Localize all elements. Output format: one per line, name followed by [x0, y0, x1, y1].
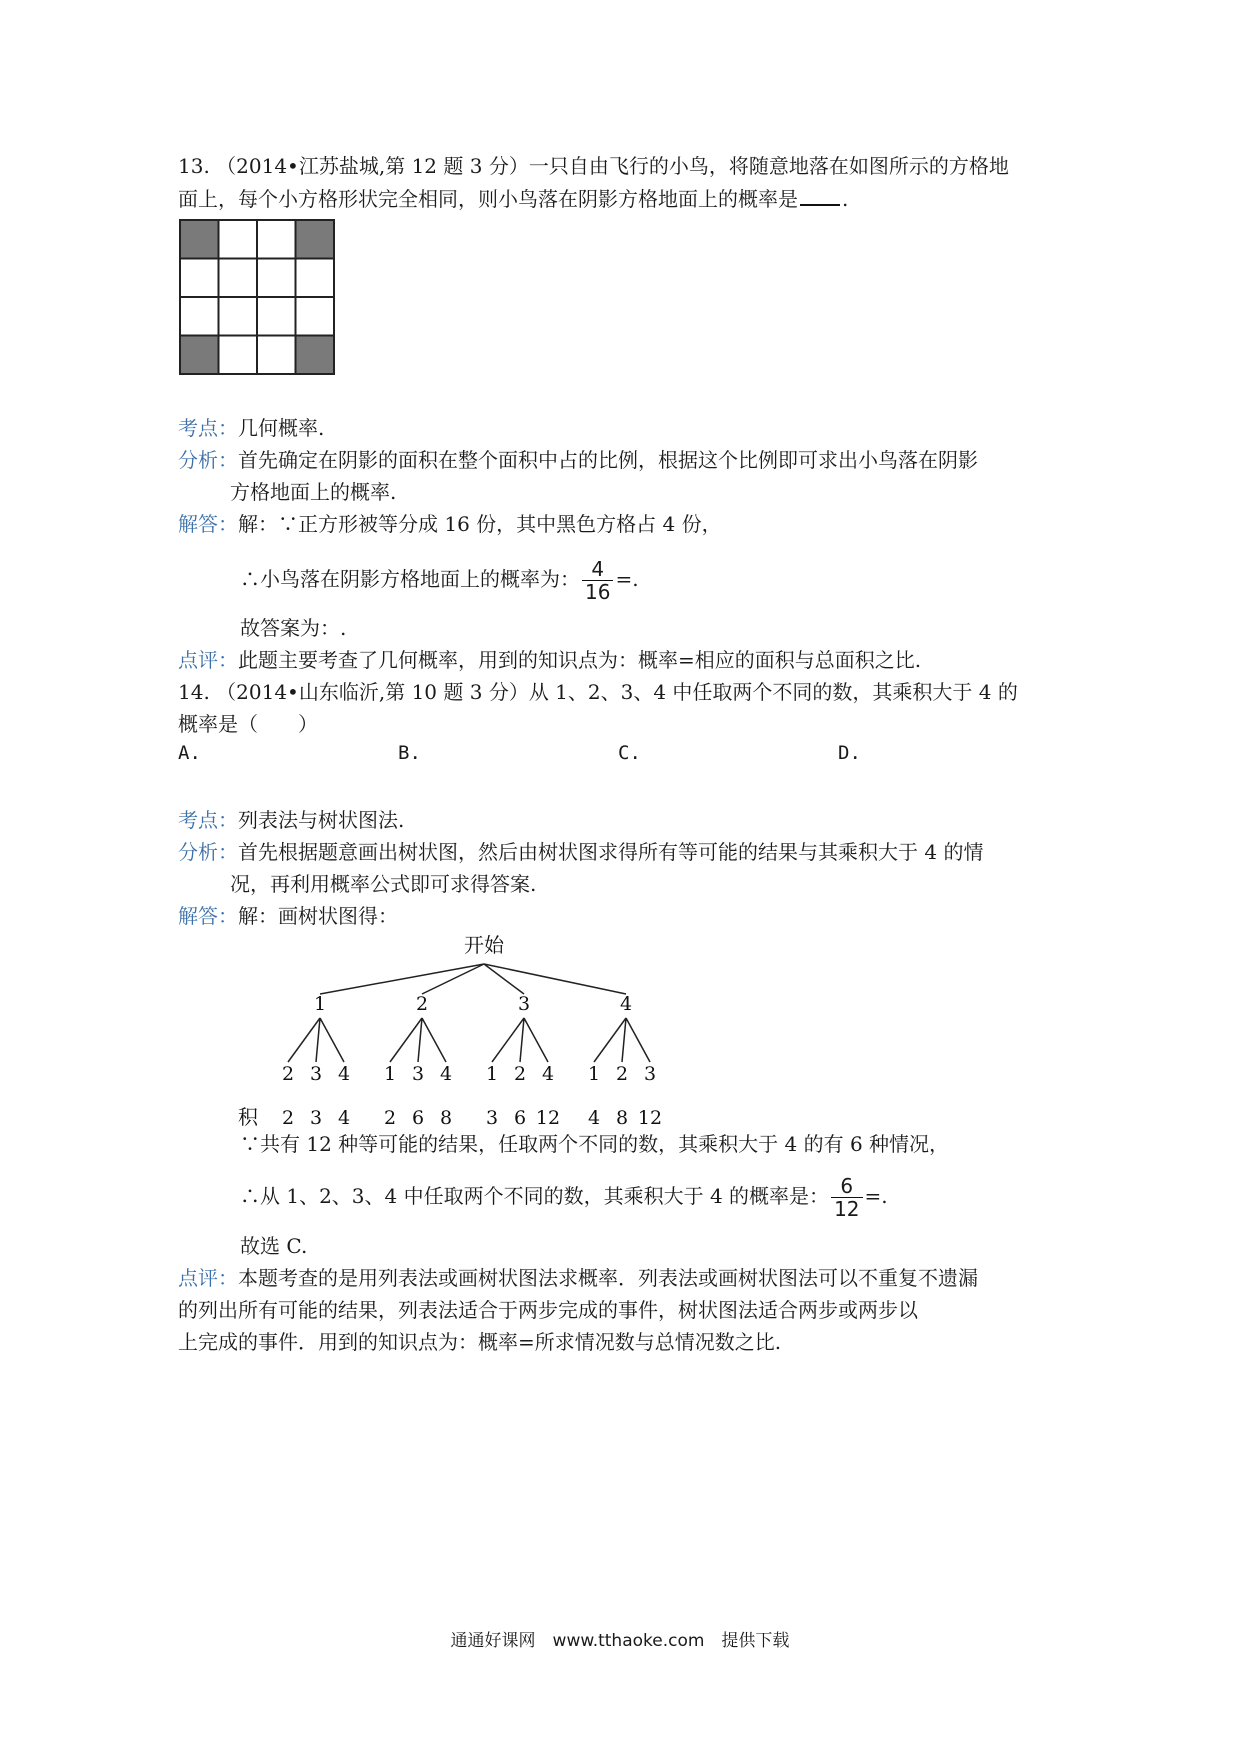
tree-product-value: 8: [439, 1107, 453, 1129]
tree-diagram: [236, 930, 706, 1130]
tree-second-node: 1: [485, 1063, 499, 1085]
tree-product-value: 4: [587, 1107, 601, 1129]
option-b: B.: [398, 742, 421, 764]
shaded-cell: [296, 220, 335, 259]
dianping-text: 此题主要考查了几何概率，用到的知识点为：概率=相应的面积与总面积之比.: [238, 648, 922, 672]
tree-second-node: 4: [439, 1063, 453, 1085]
q14-dianping-line2: 的列出所有可能的结果，列表法适合于两步完成的事件，树状图法适合两步或两步以: [178, 1298, 918, 1322]
q13-fenxi-line2: 方格地面上的概率.: [230, 480, 397, 504]
grid-cell: [219, 297, 258, 336]
grid-cells: [180, 220, 334, 374]
tree-branch: [626, 1018, 650, 1062]
tree-branch: [594, 1018, 626, 1062]
fraction-numerator: 4: [591, 557, 605, 581]
tree-branch: [520, 1018, 524, 1062]
q14-kaodian: [178, 806, 404, 834]
q14-jieda-line4: 故选 C.: [240, 1234, 308, 1258]
tree-second-node: 4: [541, 1063, 555, 1085]
q14-jieda: [178, 902, 398, 930]
tree-product-value: 3: [309, 1107, 323, 1129]
tree-branch: [484, 964, 626, 994]
q14-dianping: [178, 1264, 978, 1292]
tree-branch: [492, 1018, 524, 1062]
kaodian-label: 考点：: [178, 808, 238, 832]
tree-branch: [390, 1018, 422, 1062]
tree-second-node: 4: [337, 1063, 351, 1085]
jieda-text-2-end: =.: [615, 567, 639, 591]
q13-jieda: [178, 510, 722, 538]
q13-stem-line2-end: .: [842, 187, 849, 211]
tree-product-value: 3: [485, 1107, 499, 1129]
option-d: D.: [838, 742, 861, 764]
tree-branch: [320, 1018, 344, 1062]
kaodian-text: 列表法与树状图法.: [238, 808, 405, 832]
tree-product-value: 12: [535, 1107, 561, 1129]
grid-cell: [257, 297, 296, 336]
grid-cell: [257, 336, 296, 375]
jieda-text-2: ∴小鸟落在阴影方格地面上的概率为：: [240, 567, 580, 591]
q14-stem-line1: 14. （2014•山东临沂,第 10 题 3 分）从 1、2、3、4 中任取两个不同的数，其乘积大于 4 的: [178, 680, 1018, 704]
q13-dianping: [178, 646, 921, 674]
jieda-text-1: 解：∵正方形被等分成 16 份，其中黑色方格占 4 份，: [238, 512, 722, 536]
tree-root-label: 开始: [464, 933, 504, 957]
tree-branch: [316, 1018, 320, 1062]
tree-branch: [320, 964, 484, 994]
tree-branch: [524, 1018, 548, 1062]
grid-cell: [180, 259, 219, 298]
q13-kaodian: [178, 414, 324, 442]
fraction-numerator: 6: [840, 1174, 854, 1198]
kaodian-label: 考点：: [178, 416, 238, 440]
tree-lines: [288, 964, 650, 1062]
dianping-label: 点评：: [178, 648, 238, 672]
tree-labels: [238, 933, 662, 1129]
grid-cell: [219, 259, 258, 298]
fenxi-label: 分析：: [178, 840, 238, 864]
shaded-cell: [180, 336, 219, 375]
tree-first-node: 3: [517, 993, 531, 1015]
jieda-text-1: 解：画树状图得：: [238, 904, 398, 928]
tree-second-node: 2: [513, 1063, 527, 1085]
kaodian-text: 几何概率.: [238, 416, 325, 440]
fraction-denominator: 12: [831, 1197, 862, 1220]
grid-cell: [219, 336, 258, 375]
tree-branch: [422, 1018, 446, 1062]
tree-product-value: 2: [383, 1107, 397, 1129]
page-footer: 通通好课网 www.tthaoke.com 提供下载: [450, 1631, 790, 1651]
tree-product-label: 积: [238, 1105, 258, 1129]
q14-jieda-line2: ∵共有 12 种等可能的结果，任取两个不同的数，其乘积大于 4 的有 6 种情况，: [240, 1132, 950, 1156]
tree-product-value: 2: [281, 1107, 295, 1129]
jieda-text-3-end: =.: [864, 1184, 888, 1208]
jieda-label: 解答：: [178, 904, 238, 928]
tree-second-node: 3: [643, 1063, 657, 1085]
tree-branch: [422, 964, 484, 994]
dianping-text-1: 本题考查的是用列表法或画树状图法求概率．列表法或画树状图法可以不重复不遗漏: [238, 1266, 978, 1290]
q13-jieda-line3: 故答案为：.: [240, 616, 347, 640]
jieda-text-3: ∴从 1、2、3、4 中任取两个不同的数，其乘积大于 4 的概率是：: [240, 1184, 830, 1208]
fraction-denominator: 16: [582, 580, 613, 603]
tree-product-value: 8: [615, 1107, 629, 1129]
fenxi-text-1: 首先确定在阴影的面积在整个面积中占的比例，根据这个比例即可求出小鸟落在阴影: [238, 448, 978, 472]
grid-cell: [219, 220, 258, 259]
q13-stem-line1: 13. （2014•江苏盐城,第 12 题 3 分）一只自由飞行的小鸟，将随意地落在如图所示的方格地: [178, 154, 1009, 178]
q14-fenxi-line2: 况，再利用概率公式即可求得答案.: [230, 872, 537, 896]
q13-fenxi: [178, 446, 978, 474]
tree-second-node: 2: [615, 1063, 629, 1085]
fraction-4-16: [582, 558, 613, 603]
tree-branch: [418, 1018, 422, 1062]
grid-cell: [296, 297, 335, 336]
tree-product-value: 12: [637, 1107, 663, 1129]
grid-cell: [257, 220, 296, 259]
tree-second-node: 1: [383, 1063, 397, 1085]
dianping-label: 点评：: [178, 1266, 238, 1290]
tree-second-node: 2: [281, 1063, 295, 1085]
fenxi-text-1: 首先根据题意画出树状图，然后由树状图求得所有等可能的结果与其乘积大于 4 的情: [238, 840, 984, 864]
tree-second-node: 3: [411, 1063, 425, 1085]
shaded-cell: [180, 220, 219, 259]
tree-product-value: 4: [337, 1107, 351, 1129]
q13-stem-line2-text: 面上，每个小方格形状完全相同，则小鸟落在阴影方格地面上的概率是: [178, 187, 798, 211]
tree-first-node: 4: [619, 993, 633, 1015]
tree-first-node: 2: [415, 993, 429, 1015]
q14-dianping-line3: 上完成的事件．用到的知识点为：概率=所求情况数与总情况数之比.: [178, 1330, 782, 1354]
q14-fenxi: [178, 838, 983, 866]
q14-stem-line2: 概率是（ ）: [178, 712, 318, 736]
grid-cell: [296, 259, 335, 298]
q13-jieda-line2: [240, 555, 639, 603]
tree-product-value: 6: [513, 1107, 527, 1129]
fenxi-label: 分析：: [178, 448, 238, 472]
tree-product-value: 6: [411, 1107, 425, 1129]
tree-second-node: 1: [587, 1063, 601, 1085]
q13-stem-line2: [178, 184, 848, 213]
jieda-label: 解答：: [178, 512, 238, 536]
answer-blank: [800, 184, 840, 206]
fraction-6-12: [831, 1175, 862, 1220]
tree-first-node: 1: [313, 993, 327, 1015]
grid-cell: [257, 259, 296, 298]
grid-cell: [180, 297, 219, 336]
option-a: A.: [178, 742, 201, 764]
tree-second-node: 3: [309, 1063, 323, 1085]
option-c: C.: [618, 742, 641, 764]
shaded-cell: [296, 336, 335, 375]
grid-figure: [178, 218, 338, 376]
q14-jieda-line3: [240, 1172, 888, 1220]
tree-branch: [288, 1018, 320, 1062]
tree-branch: [622, 1018, 626, 1062]
